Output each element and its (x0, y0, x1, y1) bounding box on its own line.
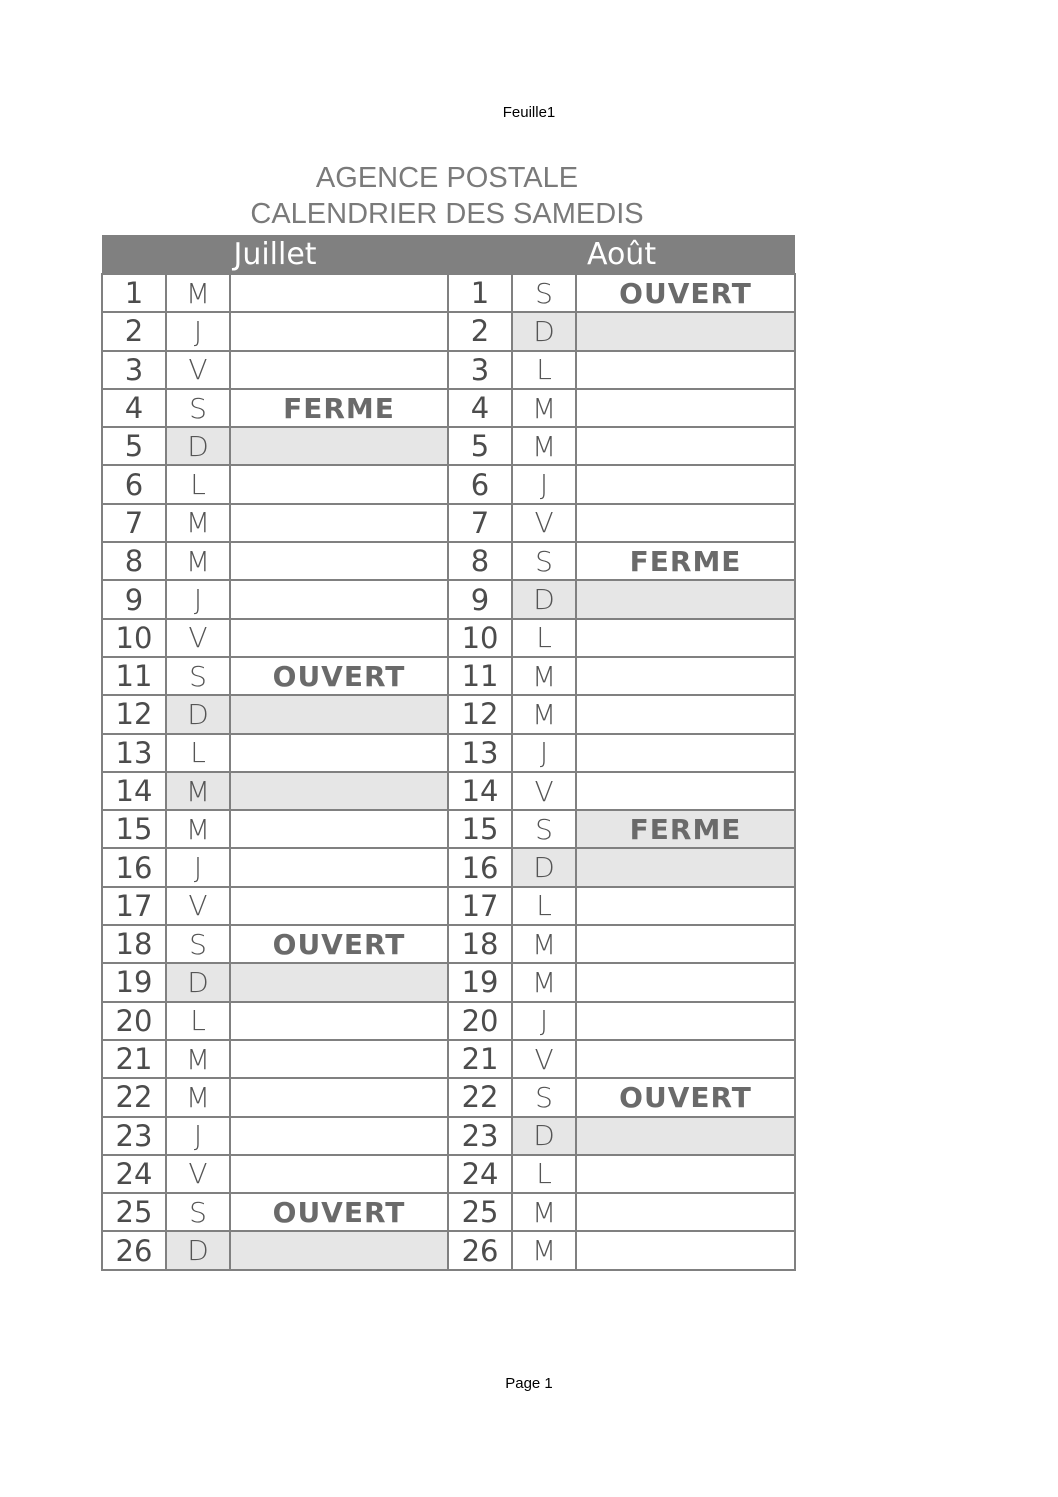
weekday-aout: M (512, 657, 576, 695)
day-number-aout: 6 (448, 465, 512, 503)
day-number-aout: 21 (448, 1040, 512, 1078)
status-juillet (230, 580, 448, 618)
status-aout (576, 963, 795, 1001)
calendar-row (102, 657, 795, 695)
weekday-juillet: J (166, 580, 230, 618)
weekday-aout: D (512, 848, 576, 886)
status-aout: OUVERT (576, 274, 795, 312)
status-aout: OUVERT (576, 1078, 795, 1116)
day-number-juillet: 24 (102, 1155, 166, 1193)
day-number-juillet: 22 (102, 1078, 166, 1116)
weekday-aout: L (512, 351, 576, 389)
weekday-juillet: V (166, 887, 230, 925)
status-aout (576, 657, 795, 695)
weekday-aout: J (512, 734, 576, 772)
status-juillet (230, 772, 448, 810)
weekday-aout: J (512, 465, 576, 503)
day-number-aout: 19 (448, 963, 512, 1001)
calendar-row (102, 1002, 795, 1040)
day-number-aout: 17 (448, 887, 512, 925)
weekday-juillet: V (166, 1155, 230, 1193)
status-aout (576, 389, 795, 427)
day-number-juillet: 25 (102, 1193, 166, 1231)
day-number-aout: 2 (448, 312, 512, 350)
status-aout (576, 695, 795, 733)
month-header-aout: Août (448, 235, 795, 274)
calendar-row (102, 695, 795, 733)
weekday-aout: S (512, 542, 576, 580)
day-number-aout: 24 (448, 1155, 512, 1193)
weekday-aout: V (512, 1040, 576, 1078)
calendar-row (102, 1078, 795, 1116)
weekday-juillet: M (166, 772, 230, 810)
status-aout (576, 619, 795, 657)
weekday-aout: M (512, 389, 576, 427)
calendar-row (102, 887, 795, 925)
day-number-juillet: 2 (102, 312, 166, 350)
weekday-aout: D (512, 580, 576, 618)
status-aout (576, 1040, 795, 1078)
status-aout (576, 734, 795, 772)
status-juillet (230, 1002, 448, 1040)
weekday-juillet: D (166, 427, 230, 465)
weekday-juillet: M (166, 810, 230, 848)
status-juillet: OUVERT (230, 925, 448, 963)
calendar-row (102, 389, 795, 427)
status-aout (576, 1231, 795, 1269)
weekday-juillet: L (166, 734, 230, 772)
weekday-juillet: D (166, 695, 230, 733)
weekday-juillet: V (166, 351, 230, 389)
calendar-row (102, 465, 795, 503)
day-number-juillet: 20 (102, 1002, 166, 1040)
weekday-juillet: J (166, 312, 230, 350)
status-juillet (230, 963, 448, 1001)
calendar-row (102, 963, 795, 1001)
status-juillet (230, 810, 448, 848)
calendar-row (102, 1231, 795, 1269)
weekday-aout: J (512, 1002, 576, 1040)
status-aout: FERME (576, 542, 795, 580)
day-number-juillet: 17 (102, 887, 166, 925)
day-number-aout: 14 (448, 772, 512, 810)
day-number-juillet: 4 (102, 389, 166, 427)
weekday-juillet: S (166, 1193, 230, 1231)
status-juillet (230, 1231, 448, 1269)
day-number-juillet: 13 (102, 734, 166, 772)
status-juillet (230, 695, 448, 733)
day-number-aout: 16 (448, 848, 512, 886)
month-header-juillet: Juillet (102, 235, 448, 274)
day-number-juillet: 21 (102, 1040, 166, 1078)
title-line-1: AGENCE POSTALE (315, 162, 579, 194)
status-aout (576, 312, 795, 350)
calendar-row (102, 848, 795, 886)
weekday-aout: M (512, 1193, 576, 1231)
day-number-aout: 15 (448, 810, 512, 848)
day-number-aout: 25 (448, 1193, 512, 1231)
day-number-aout: 9 (448, 580, 512, 618)
calendar-row (102, 772, 795, 810)
weekday-juillet: V (166, 619, 230, 657)
day-number-juillet: 15 (102, 810, 166, 848)
day-number-juillet: 3 (102, 351, 166, 389)
status-juillet (230, 504, 448, 542)
weekday-aout: M (512, 925, 576, 963)
status-juillet (230, 734, 448, 772)
weekday-juillet: S (166, 925, 230, 963)
calendar-row (102, 274, 795, 312)
calendar-row (102, 1193, 795, 1231)
status-aout (576, 1117, 795, 1155)
day-number-aout: 26 (448, 1231, 512, 1269)
weekday-juillet: M (166, 1078, 230, 1116)
status-juillet (230, 619, 448, 657)
page-label: Page 1 (505, 1375, 553, 1392)
day-number-aout: 23 (448, 1117, 512, 1155)
day-number-aout: 3 (448, 351, 512, 389)
day-number-aout: 4 (448, 389, 512, 427)
weekday-aout: D (512, 312, 576, 350)
calendar-row (102, 427, 795, 465)
sheet-label: Feuille1 (502, 104, 556, 121)
calendar-row (102, 312, 795, 350)
status-juillet (230, 887, 448, 925)
calendar-row (102, 504, 795, 542)
day-number-juillet: 23 (102, 1117, 166, 1155)
status-juillet (230, 848, 448, 886)
weekday-aout: S (512, 1078, 576, 1116)
calendar-row (102, 1155, 795, 1193)
weekday-aout: V (512, 772, 576, 810)
day-number-juillet: 16 (102, 848, 166, 886)
day-number-juillet: 19 (102, 963, 166, 1001)
weekday-juillet: M (166, 1040, 230, 1078)
day-number-juillet: 26 (102, 1231, 166, 1269)
status-aout (576, 351, 795, 389)
day-number-aout: 18 (448, 925, 512, 963)
day-number-aout: 8 (448, 542, 512, 580)
day-number-juillet: 7 (102, 504, 166, 542)
status-aout (576, 925, 795, 963)
calendar-row (102, 925, 795, 963)
status-juillet (230, 465, 448, 503)
weekday-juillet: L (166, 1002, 230, 1040)
calendar-row (102, 1040, 795, 1078)
weekday-aout: L (512, 619, 576, 657)
title-line-2: CALENDRIER DES SAMEDIS (250, 198, 644, 230)
day-number-aout: 13 (448, 734, 512, 772)
status-juillet: OUVERT (230, 657, 448, 695)
weekday-juillet: M (166, 542, 230, 580)
day-number-aout: 11 (448, 657, 512, 695)
calendar-row (102, 1117, 795, 1155)
weekday-aout: L (512, 887, 576, 925)
weekday-juillet: S (166, 657, 230, 695)
weekday-juillet: D (166, 963, 230, 1001)
weekday-aout: M (512, 1231, 576, 1269)
status-aout (576, 887, 795, 925)
day-number-juillet: 5 (102, 427, 166, 465)
weekday-aout: M (512, 963, 576, 1001)
calendar-row (102, 810, 795, 848)
day-number-aout: 5 (448, 427, 512, 465)
status-juillet (230, 274, 448, 312)
status-aout (576, 1155, 795, 1193)
day-number-aout: 22 (448, 1078, 512, 1116)
weekday-aout: D (512, 1117, 576, 1155)
calendar-row (102, 580, 795, 618)
day-number-juillet: 12 (102, 695, 166, 733)
status-aout (576, 1002, 795, 1040)
status-juillet: OUVERT (230, 1193, 448, 1231)
status-aout (576, 772, 795, 810)
calendar-row (102, 542, 795, 580)
status-aout (576, 580, 795, 618)
status-juillet: FERME (230, 389, 448, 427)
status-juillet (230, 312, 448, 350)
day-number-juillet: 8 (102, 542, 166, 580)
day-number-aout: 10 (448, 619, 512, 657)
weekday-juillet: D (166, 1231, 230, 1269)
weekday-juillet: J (166, 1117, 230, 1155)
day-number-juillet: 14 (102, 772, 166, 810)
day-number-juillet: 11 (102, 657, 166, 695)
status-juillet (230, 1078, 448, 1116)
status-juillet (230, 1117, 448, 1155)
calendar-row (102, 351, 795, 389)
status-juillet (230, 1155, 448, 1193)
status-aout (576, 504, 795, 542)
day-number-aout: 20 (448, 1002, 512, 1040)
status-aout (576, 1193, 795, 1231)
month-header-row (102, 235, 795, 274)
status-juillet (230, 542, 448, 580)
weekday-aout: S (512, 810, 576, 848)
status-aout (576, 848, 795, 886)
document-title (101, 160, 793, 232)
weekday-juillet: M (166, 504, 230, 542)
weekday-aout: S (512, 274, 576, 312)
status-juillet (230, 1040, 448, 1078)
weekday-juillet: M (166, 274, 230, 312)
day-number-aout: 7 (448, 504, 512, 542)
weekday-aout: L (512, 1155, 576, 1193)
day-number-juillet: 6 (102, 465, 166, 503)
saturday-calendar-table (101, 235, 796, 1271)
status-juillet (230, 351, 448, 389)
status-aout (576, 465, 795, 503)
weekday-aout: M (512, 695, 576, 733)
weekday-aout: V (512, 504, 576, 542)
status-juillet (230, 427, 448, 465)
calendar-row (102, 619, 795, 657)
weekday-juillet: S (166, 389, 230, 427)
day-number-juillet: 9 (102, 580, 166, 618)
calendar-row (102, 734, 795, 772)
day-number-juillet: 18 (102, 925, 166, 963)
weekday-juillet: J (166, 848, 230, 886)
status-aout: FERME (576, 810, 795, 848)
weekday-juillet: L (166, 465, 230, 503)
day-number-juillet: 1 (102, 274, 166, 312)
day-number-aout: 12 (448, 695, 512, 733)
status-aout (576, 427, 795, 465)
weekday-aout: M (512, 427, 576, 465)
day-number-aout: 1 (448, 274, 512, 312)
day-number-juillet: 10 (102, 619, 166, 657)
